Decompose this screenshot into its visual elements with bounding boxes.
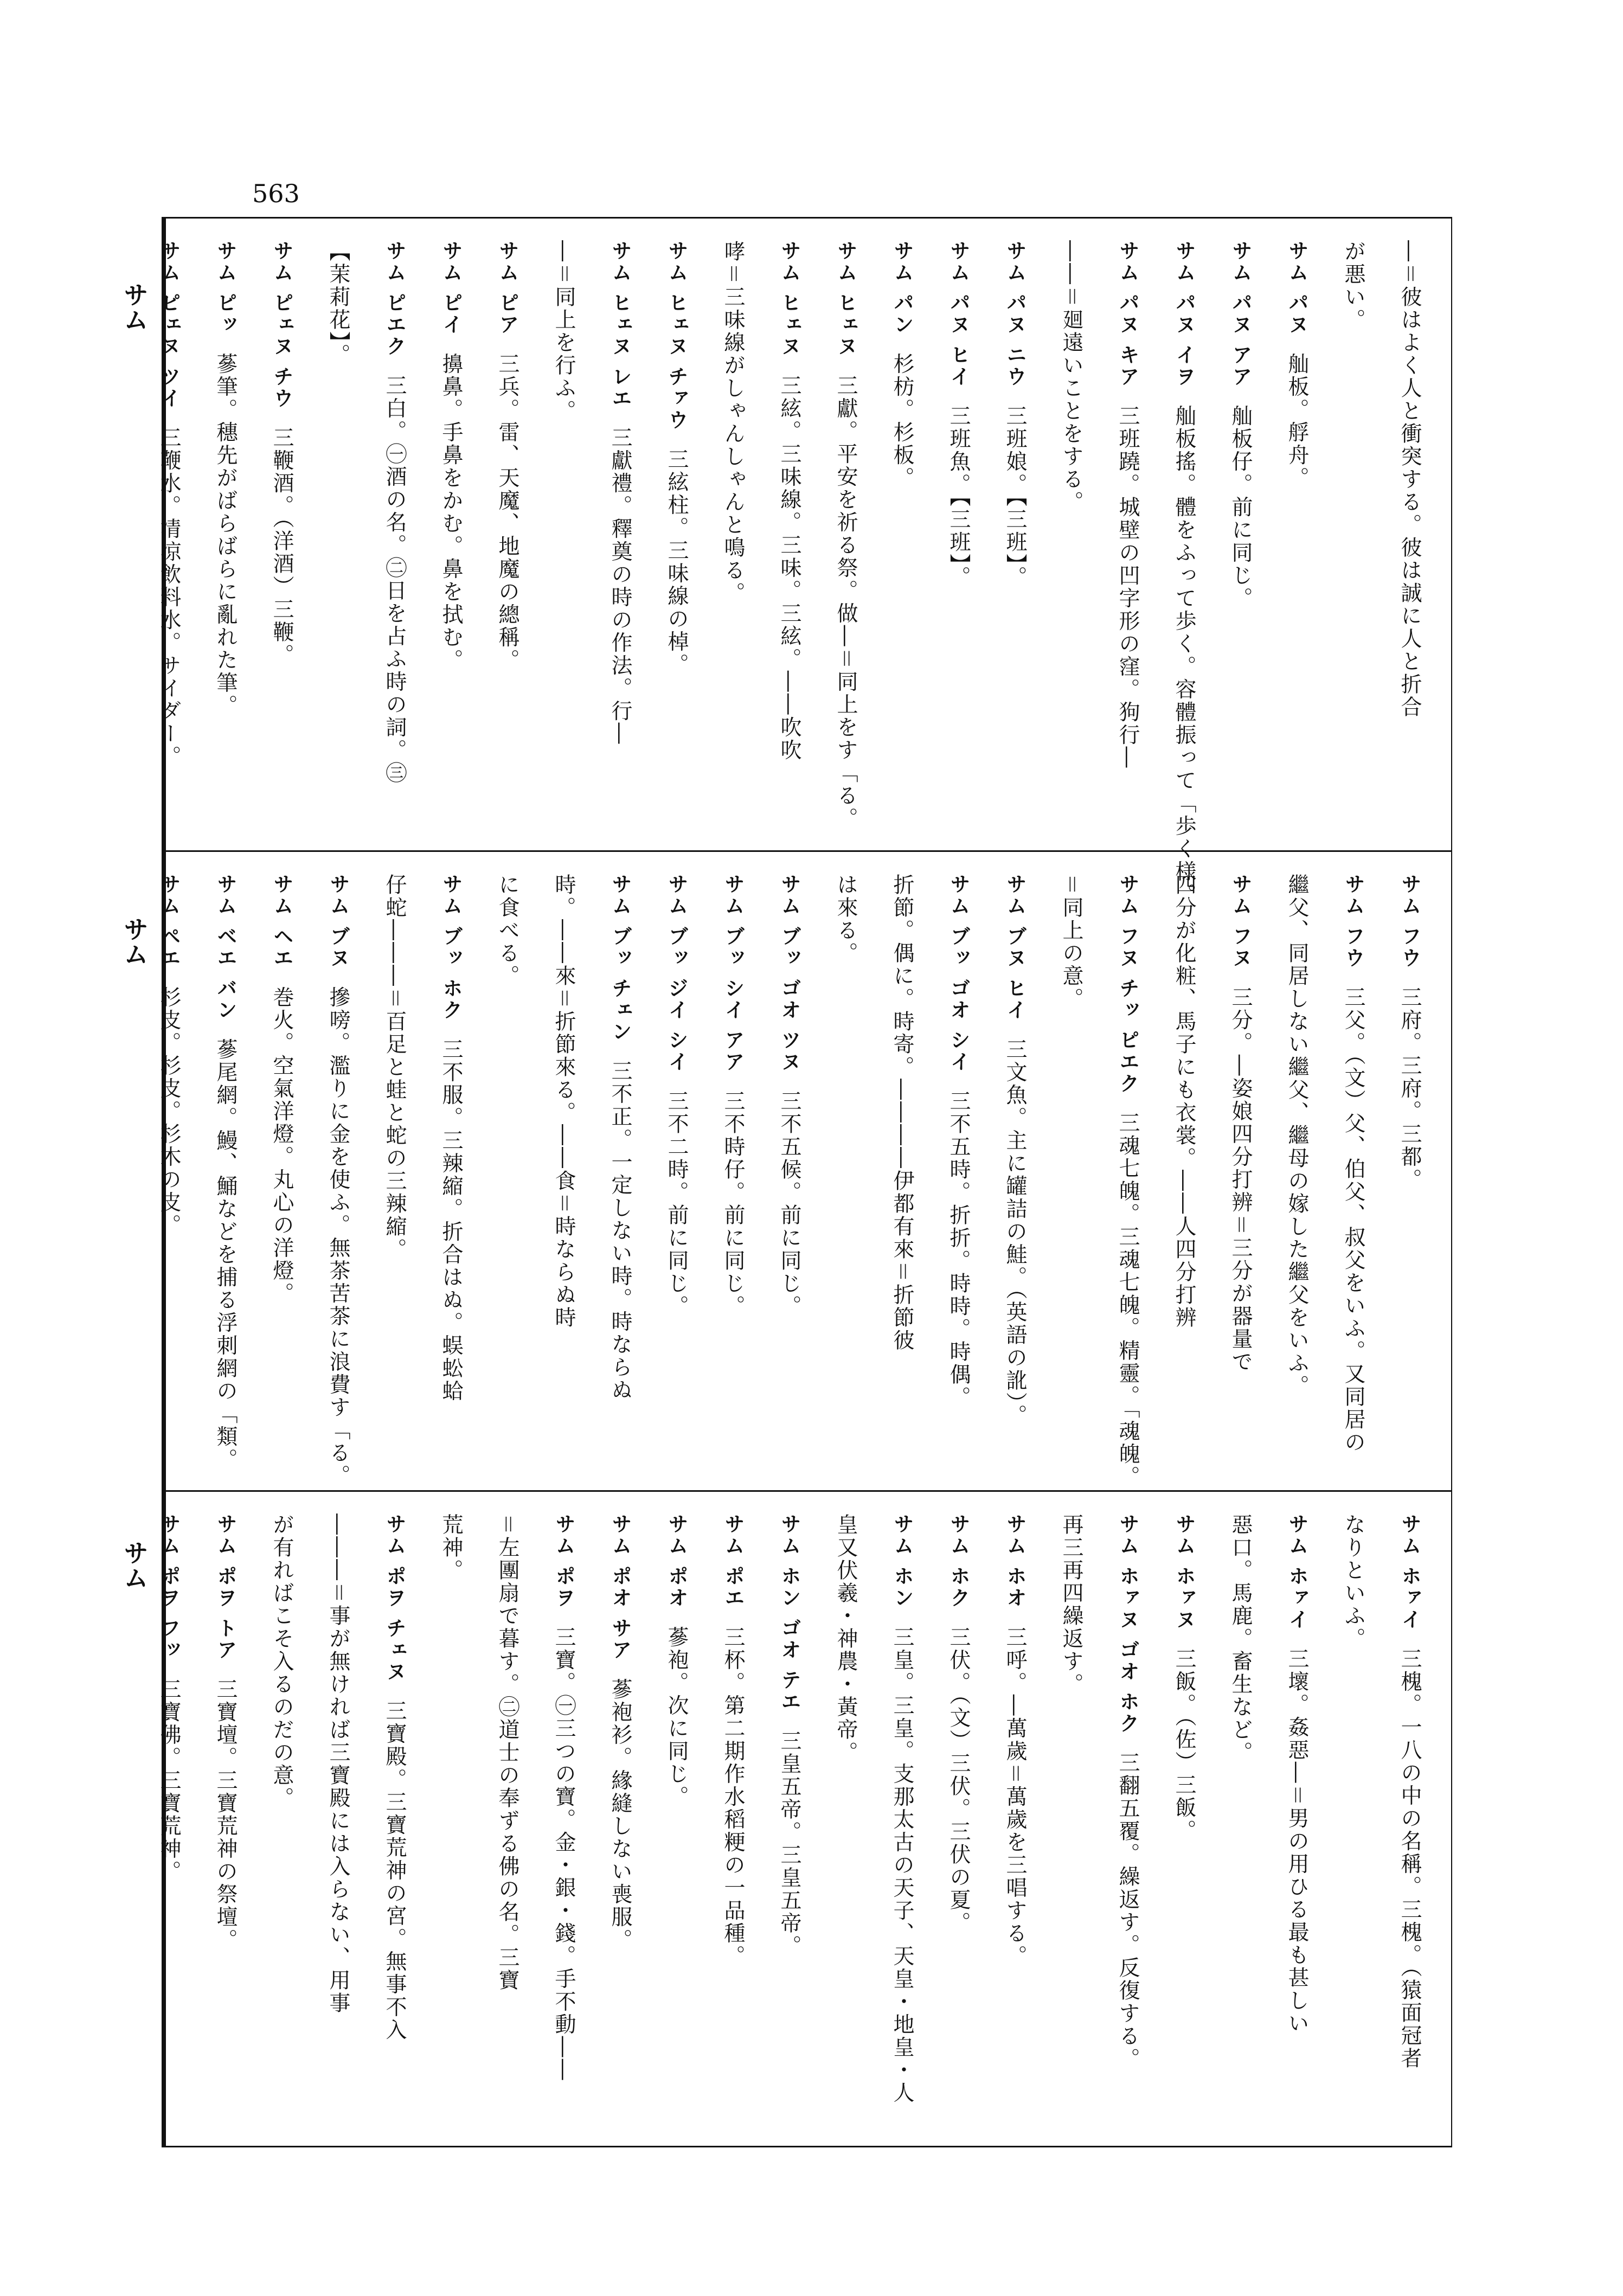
- dictionary-entry: [592, 874, 648, 1478]
- entry-headword: サム ポヲ トア: [214, 1513, 237, 1661]
- side-mark-bottom: サム: [120, 1540, 149, 1590]
- entry-definition: 三分。―姿娘四分打辨＝三分が器量で: [1228, 986, 1253, 1374]
- entry-definition: ―＝同上を行ふ。: [551, 240, 576, 423]
- entry-definition: 三不五時。折折。時時。時偶。: [946, 1090, 971, 1409]
- entry-headword: サム ポオ サア: [608, 1513, 632, 1661]
- entry-definition: 三呼。―萬歲＝萬歲を三唱する。: [1003, 1626, 1027, 1968]
- entry-headword: サム ブッ ジイ シイ: [665, 874, 688, 1073]
- entry-headword: サム ブッ ゴオ ツヌ: [778, 874, 801, 1073]
- dictionary-entry: [1156, 1513, 1212, 2137]
- dictionary-entry: [648, 874, 704, 1478]
- dictionary-entry: [592, 1513, 648, 2137]
- dictionary-entry: [366, 1513, 422, 2137]
- entry-continuation: [1043, 240, 1099, 837]
- dictionary-entry: [197, 874, 253, 1478]
- entry-definition: 三寶。㊀三つの寶。金・銀・錢。手不動――: [551, 1626, 576, 2082]
- entry-definition: 三班蹺。城壁の凹字形の窪。狗行―: [1115, 405, 1140, 769]
- entry-headword: サム ヒェヌ: [834, 240, 857, 357]
- entry-continuation: [1268, 874, 1325, 1478]
- entry-definition: 舢板。艀舟。: [1285, 352, 1309, 490]
- dictionary-entry: [479, 240, 535, 837]
- entry-headword: サム フヌ チッ ピエク: [1116, 874, 1139, 1095]
- entry-definition: 蔘尾網。鰻、鯒などを捕る浮刺網の「類。: [213, 1038, 238, 1471]
- entry-continuation: [1381, 240, 1438, 837]
- entry-definition: 三不服。三辣縮。折合はぬ。蜈蚣蛤: [439, 1038, 463, 1403]
- entry-definition: ―――＝事が無ければ三寶殿には入らない、用事: [326, 1513, 350, 2015]
- dictionary-entry: [140, 240, 197, 837]
- entry-definition: が悪い。: [1341, 240, 1365, 331]
- entry-headword: サム ホン: [890, 1513, 914, 1609]
- entry-continuation: [1156, 874, 1212, 1478]
- dictionary-entry: [930, 874, 986, 1478]
- entry-definition: 三班娘。【三班】。: [1003, 405, 1027, 589]
- entry-definition: 再三再四繰返す。: [1059, 1513, 1083, 1696]
- entry-definition: 舢板搖。體をふって歩く。容體振って「歩く様。: [1172, 405, 1196, 906]
- entry-headword: サム ブッ シイ アア: [721, 874, 745, 1073]
- entry-headword: サム フウ: [1342, 874, 1365, 969]
- dictionary-entry: [1156, 240, 1212, 906]
- entry-definition: 三不二時。前に同じ。: [664, 1090, 689, 1318]
- entry-headword: サム ピェヌ チウ: [270, 240, 293, 409]
- entry-headword: サム ピア: [496, 240, 519, 336]
- entry-continuation: [1212, 1513, 1268, 2137]
- entry-headword: サム ヒェヌ レエ: [608, 240, 632, 409]
- entry-definition: 三魂七魄。三魂七魄。精靈。「魂魄。: [1115, 1112, 1140, 1489]
- entry-headword: サム ホァヌ ゴオ ホク: [1116, 1513, 1139, 1735]
- entry-headword: サム ヒェヌ チァウ: [665, 240, 688, 431]
- entry-definition: が有ればこそ入るのだの意。: [270, 1513, 294, 1810]
- entry-definition: なりといふ。: [1341, 1513, 1365, 1650]
- entry-definition: 三皇。三皇。支那太古の天子、天皇・地皇・人: [890, 1626, 914, 2105]
- entry-definition: 三班魚。【三班】。: [946, 405, 971, 589]
- dictionary-tier-2: [157, 850, 1451, 1489]
- entry-continuation: [310, 1513, 366, 2137]
- entry-definition: 巻火。空氣洋燈。丸心の洋燈。: [270, 986, 294, 1305]
- dictionary-entry: [253, 240, 310, 837]
- dictionary-entry: [648, 1513, 704, 2137]
- tier-columns: [157, 240, 1438, 906]
- entry-definition: 舢板仔。前に同じ。: [1228, 405, 1253, 610]
- entry-continuation: [1325, 1513, 1381, 2137]
- dictionary-entry: [761, 240, 817, 837]
- dictionary-entry: [310, 874, 366, 1487]
- entry-definition: 皇又伏羲・神農・黃帝。: [833, 1513, 858, 1764]
- entry-continuation: [817, 1513, 874, 2137]
- entry-definition: 三伏。（文）三伏。三伏の夏。: [946, 1626, 971, 1935]
- entry-definition: 三鞭水。清凉飲料水。サイダー。: [157, 426, 181, 768]
- dictionary-entry: [648, 240, 704, 837]
- entry-definition: 惡口。馬鹿。畜生など。: [1228, 1513, 1253, 1764]
- dictionary-entry: [592, 240, 648, 837]
- tier-columns: [157, 1513, 1438, 2137]
- entry-definition: 三飯。（佐）三飯。: [1172, 1647, 1196, 1843]
- entry-continuation: [253, 1513, 310, 2137]
- entry-headword: サム ヒェヌ: [778, 240, 801, 357]
- entry-headword: サム ピッ: [214, 240, 237, 336]
- entry-headword: サム ポエ: [721, 1513, 745, 1609]
- entry-definition: 仔蛇―――＝百足と蛙と蛇の三辣縮。: [382, 874, 407, 1261]
- dictionary-entry: [874, 1513, 930, 2137]
- entry-definition: 三不正。一定しない時。時ならぬ: [608, 1060, 632, 1402]
- entry-definition: は來る。: [833, 874, 858, 965]
- dictionary-entry: [366, 240, 422, 837]
- tier-columns: [157, 874, 1438, 1489]
- dictionary-entry: [1381, 1513, 1438, 2137]
- entry-definition: 三獻禮。釋奠の時の作法。行―: [608, 426, 632, 746]
- entry-definition: 摻嗙。濫りに金を使ふ。無茶苦茶に浪費す「る。: [326, 986, 350, 1487]
- dictionary-entry: [704, 874, 761, 1478]
- entry-headword: サム パヌ ニウ: [1003, 240, 1027, 388]
- entry-definition: 三皇五帝。三皇五帝。: [777, 1730, 801, 1958]
- entry-headword: サム ポヲ フッ: [157, 1513, 181, 1661]
- entry-continuation: [479, 874, 535, 1478]
- entry-definition: 三寶壇。三寶荒神の祭壇。: [213, 1678, 238, 1952]
- entry-headword: サム ブヌ: [326, 874, 350, 969]
- side-mark-middle: サム: [120, 916, 149, 966]
- entry-continuation: [1325, 240, 1381, 837]
- entry-continuation: [366, 874, 422, 1478]
- dictionary-entry: [1268, 240, 1325, 837]
- dictionary-entry: [197, 240, 253, 837]
- dictionary-entry: [761, 1513, 817, 2137]
- entry-continuation: [535, 874, 592, 1478]
- dictionary-entry: [930, 240, 986, 837]
- dictionary-tier-3: [157, 1490, 1451, 2148]
- entry-headword: サム パヌ: [1285, 240, 1308, 336]
- entry-definition: 【茉莉花】。: [326, 240, 350, 367]
- entry-headword: サム ヘエ: [270, 874, 293, 969]
- entry-definition: ――＝廻遠いことをする。: [1059, 240, 1083, 514]
- entry-definition: 擤鼻。手鼻をかむ。鼻を拭む。: [439, 352, 463, 672]
- page-number: 563: [252, 179, 300, 208]
- entry-definition: ―＝彼はよく人と衝突する。彼は誠に人と折合: [1397, 240, 1422, 719]
- entry-continuation: [817, 874, 874, 1478]
- entry-definition: 三不五候。前に同じ。: [777, 1090, 801, 1318]
- side-mark-top: サム: [120, 282, 149, 332]
- entry-definition: 杉皮。杉皮。杉木の皮。: [157, 986, 181, 1237]
- entry-definition: 三壞。姦惡―＝男の用ひる最も甚しい: [1285, 1647, 1309, 2035]
- entry-headword: サム フヌ: [1229, 874, 1252, 969]
- dictionary-entry: [1268, 1513, 1325, 2137]
- entry-continuation: [874, 874, 930, 1478]
- dictionary-entry: [704, 1513, 761, 2137]
- entry-headword: サム ホク: [947, 1513, 970, 1609]
- entry-continuation: [704, 240, 761, 837]
- entry-definition: 杉枋。杉板。: [890, 352, 914, 490]
- dictionary-entry: [817, 240, 874, 837]
- entry-headword: サム パヌ キア: [1116, 240, 1139, 388]
- entry-definition: 蔘筆。穗先がばらばらに亂れた筆。: [213, 352, 238, 717]
- entry-headword: サム パヌ アア: [1229, 240, 1252, 388]
- entry-headword: サム ペエ: [157, 874, 181, 969]
- entry-headword: サム ピェヌ ツイ: [157, 240, 181, 409]
- dictionary-entry: [1325, 874, 1381, 1478]
- entry-headword: サム ホァヌ: [1172, 1513, 1196, 1631]
- entry-headword: サム ポヲ チェヌ: [383, 1513, 406, 1683]
- entry-definition: 三白。㊀酒の名。㊁日を占ふ時の詞。㊂: [382, 374, 407, 785]
- dictionary-entry: [986, 240, 1043, 837]
- entry-definition: 三翻五覆。繰返す。反復する。: [1115, 1752, 1140, 2071]
- entry-headword: サム パヌ ヒイ: [947, 240, 970, 388]
- dictionary-entry: [1212, 240, 1268, 837]
- entry-headword: サム ポヲ: [552, 1513, 575, 1609]
- entry-definition: 三寶殿。三寶荒神の宮。無事不入: [382, 1699, 407, 2042]
- entry-definition: 三府。三府。三都。: [1397, 986, 1422, 1191]
- dictionary-entry: [253, 874, 310, 1478]
- entry-definition: 三父。（文）父、伯父、叔父をいふ。又同居の: [1341, 986, 1365, 1454]
- entry-headword: サム ピエク: [383, 240, 406, 357]
- dictionary-frame: [157, 217, 1452, 2147]
- entry-definition: 三不時仔。前に同じ。: [721, 1090, 745, 1318]
- entry-definition: ＝同上の意。: [1059, 874, 1083, 1011]
- entry-headword: サム ホン ゴオ テエ: [778, 1513, 801, 1713]
- dictionary-entry: [1099, 240, 1156, 837]
- entry-continuation: [1043, 1513, 1099, 2137]
- entry-headword: サム ブッ ホク: [439, 874, 463, 1021]
- entry-headword: サム ピイ: [439, 240, 463, 336]
- entry-continuation: [479, 1513, 535, 2137]
- dictionary-entry: [535, 1513, 592, 2137]
- entry-definition: に食べる。: [495, 874, 519, 987]
- entry-continuation: [535, 240, 592, 837]
- entry-continuation: [422, 1513, 479, 2137]
- dictionary-tier-1: [157, 219, 1451, 906]
- dictionary-entry: [140, 874, 197, 1478]
- entry-definition: 三絃。三味線。三味。三絃。――吹吹: [777, 374, 801, 762]
- entry-definition: ＝左團扇で暮す。㊁道士の奉ずる佛の名。三寶: [495, 1513, 519, 1992]
- entry-headword: サム ホァイ: [1398, 1513, 1421, 1631]
- dictionary-entry: [986, 874, 1043, 1478]
- entry-definition: 三杯。第二期作水稻粳の一品種。: [721, 1626, 745, 1968]
- entry-continuation: [1043, 874, 1099, 1478]
- entry-definition: 三文魚。主に罐詰の鮭。（英語の訛）。: [1003, 1038, 1027, 1427]
- dictionary-entry: [1212, 874, 1268, 1478]
- entry-definition: 折節。偶に。時寄。――――伊都有來＝折節彼: [890, 874, 914, 1352]
- entry-headword: サム パン: [890, 240, 914, 336]
- dictionary-entry: [422, 240, 479, 837]
- entry-definition: 荒神。: [439, 1513, 463, 1582]
- entry-headword: サム ブッ ゴオ シイ: [947, 874, 970, 1073]
- entry-headword: サム ホオ: [1003, 1513, 1027, 1609]
- dictionary-entry: [1099, 874, 1156, 1489]
- entry-definition: 繼父、同居しない繼父、繼母の嫁した繼父をいふ。: [1285, 874, 1309, 1397]
- dictionary-entry: [986, 1513, 1043, 2137]
- dictionary-entry: [1099, 1513, 1156, 2137]
- dictionary-entry: [422, 874, 479, 1478]
- entry-definition: 時。――來＝折節來る。――食＝時ならぬ時: [551, 874, 576, 1329]
- entry-definition: 三鞭酒。（洋酒）三鞭。: [270, 426, 294, 667]
- entry-definition: 哮＝三味線がしゃんしゃんと鳴る。: [721, 240, 745, 605]
- entry-headword: サム ポオ: [665, 1513, 688, 1609]
- dictionary-entry: [930, 1513, 986, 2137]
- entry-definition: 蔘袍。次に同じ。: [664, 1626, 689, 1808]
- dictionary-entry: [874, 240, 930, 837]
- entry-headword: サム ベエ バン: [214, 874, 237, 1021]
- entry-headword: サム パヌ イヲ: [1172, 240, 1196, 388]
- entry-headword: サム ブッ チェン: [608, 874, 632, 1043]
- entry-headword: サム フウ: [1398, 874, 1421, 969]
- entry-definition: 蔘袍衫。緣縫しない喪服。: [608, 1678, 632, 1952]
- entry-definition: 三兵。雷、天魔、地魔の總稱。: [495, 352, 519, 672]
- entry-definition: 三獻。平安を祈る祭。做―＝同上をす「る。: [833, 374, 858, 830]
- entry-definition: 三槐。一八の中の名稱。三槐。（猿面冠者: [1397, 1647, 1422, 2070]
- dictionary-entry: [140, 1513, 197, 2137]
- dictionary-entry: [197, 1513, 253, 2137]
- dictionary-entry: [1381, 874, 1438, 1478]
- entry-headword: サム ブヌ ヒイ: [1003, 874, 1027, 1021]
- entry-definition: 三寶佛。三寶荒神。: [157, 1678, 181, 1883]
- entry-definition: 三絃柱。三味線の棹。: [664, 448, 689, 676]
- entry-continuation: [310, 240, 366, 837]
- dictionary-entry: [761, 874, 817, 1478]
- entry-definition: 四分が化粧、馬子にも衣裳。――人四分打辨: [1172, 874, 1196, 1329]
- entry-headword: サム ホァイ: [1285, 1513, 1308, 1631]
